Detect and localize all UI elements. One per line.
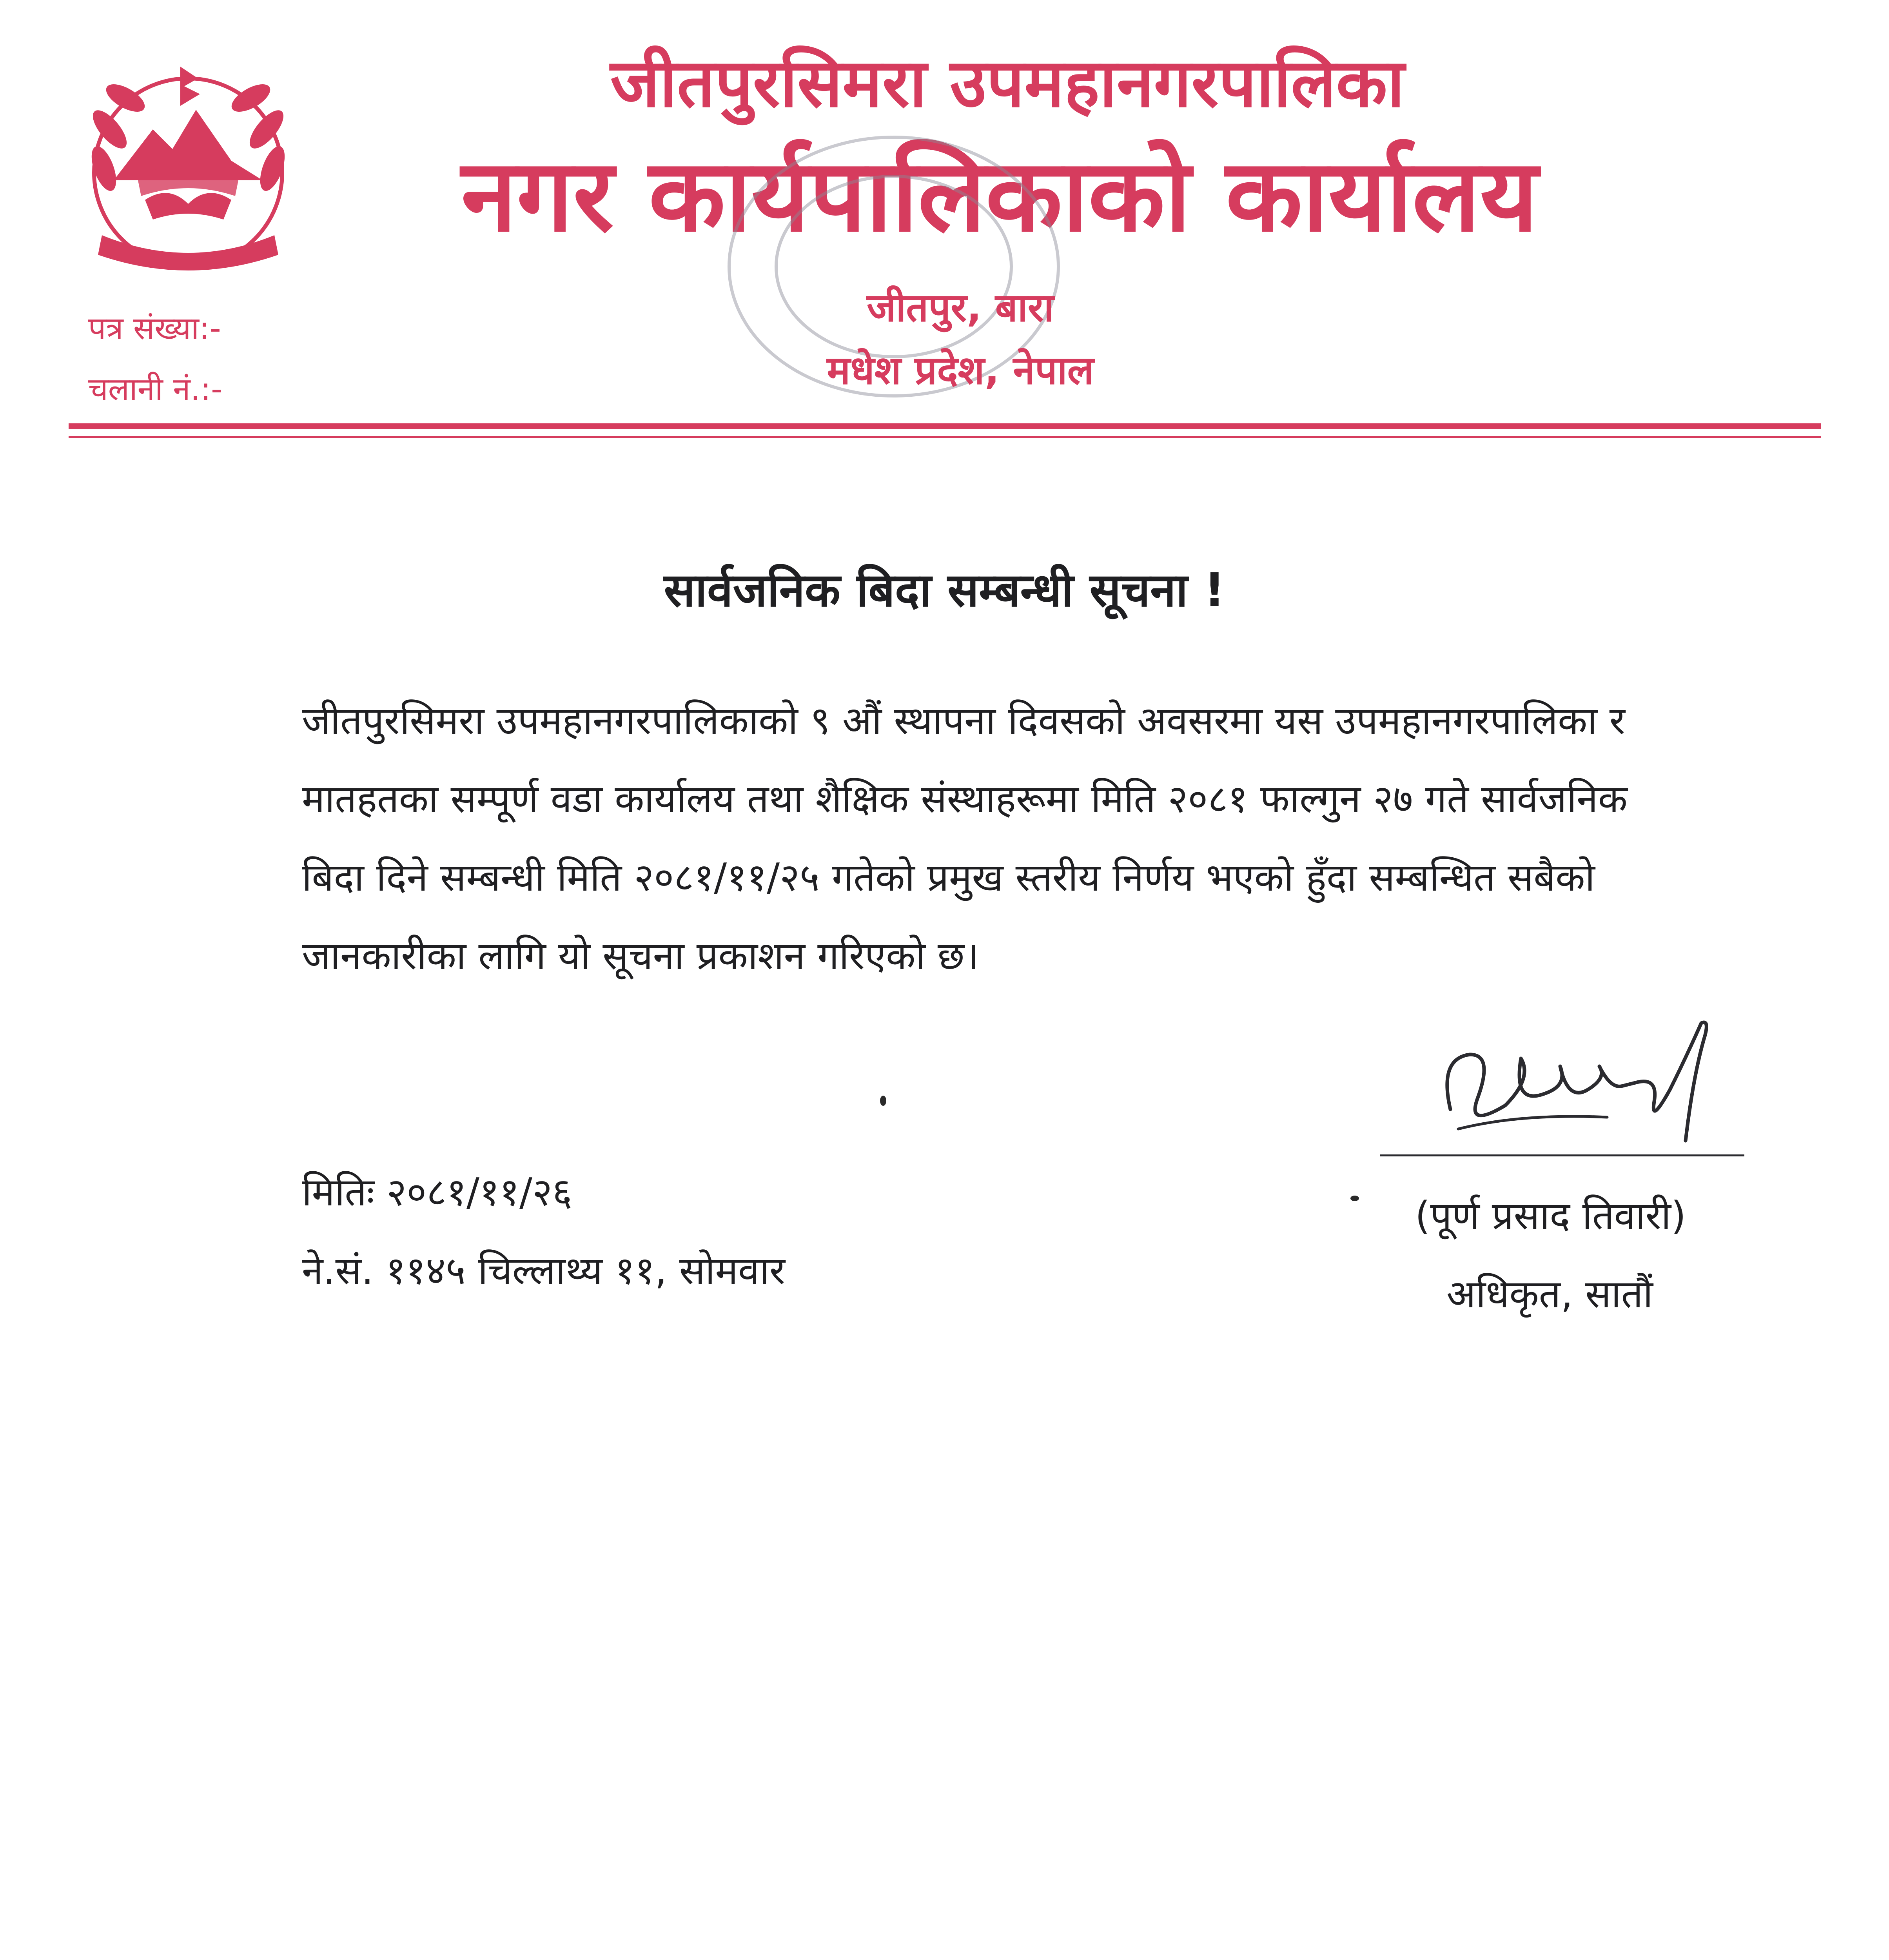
handwritten-signature-icon xyxy=(1403,1011,1756,1176)
header-divider-thin xyxy=(69,436,1821,438)
signatory-title: अधिकृत, सातौं xyxy=(1446,1272,1653,1317)
municipality-name: जीतपुरसिमरा उपमहानगरपालिका xyxy=(610,45,1405,122)
address-province: मधेश प्रदेश, नेपाल xyxy=(827,347,1094,393)
office-name: नगर कार्यपालिकाको कार्यालय xyxy=(461,138,1538,254)
notice-body-line: बिदा दिने सम्बन्धी मिति २०८१/११/२५ गतेको प्रमुख स्तरीय निर्णय भएको हुँदा सम्बन्धित सबैको xyxy=(302,855,1595,900)
government-emblem-icon xyxy=(67,51,310,286)
notice-body-line: मातहतका सम्पूर्ण वडा कार्यालय तथा शैक्षिक संस्थाहरूमा मिति २०८१ फाल्गुन २७ गते सार्वजनिक xyxy=(302,777,1628,822)
header-divider-thick xyxy=(69,423,1821,429)
scan-speck xyxy=(1350,1196,1359,1201)
scan-speck xyxy=(880,1096,886,1106)
signatory-name: (पूर्ण प्रसाद तिवारी) xyxy=(1415,1194,1686,1238)
address-city: जीतपुर, बारा xyxy=(867,285,1054,330)
dispatch-number-label: चलानी नं.:- xyxy=(88,371,222,407)
signature-line xyxy=(1380,1154,1744,1156)
notice-title: सार्वजनिक बिदा सम्बन्धी सूचना ! xyxy=(664,563,1225,617)
letter-number-label: पत्र संख्या:- xyxy=(88,310,221,347)
notice-body-line: जानकारीका लागि यो सूचना प्रकाशन गरिएको छ। xyxy=(302,934,979,978)
nepal-sambat-date: ने.सं. ११४५ चिल्लाथ्य ११, सोमवार xyxy=(302,1249,785,1293)
issue-date: मितिः २०८१/११/२६ xyxy=(302,1170,572,1215)
notice-body-line: जीतपुरसिमरा उपमहानगरपालिकाको ९ औं स्थापना दिवसको अवसरमा यस उपमहानगरपालिका र xyxy=(302,699,1625,743)
